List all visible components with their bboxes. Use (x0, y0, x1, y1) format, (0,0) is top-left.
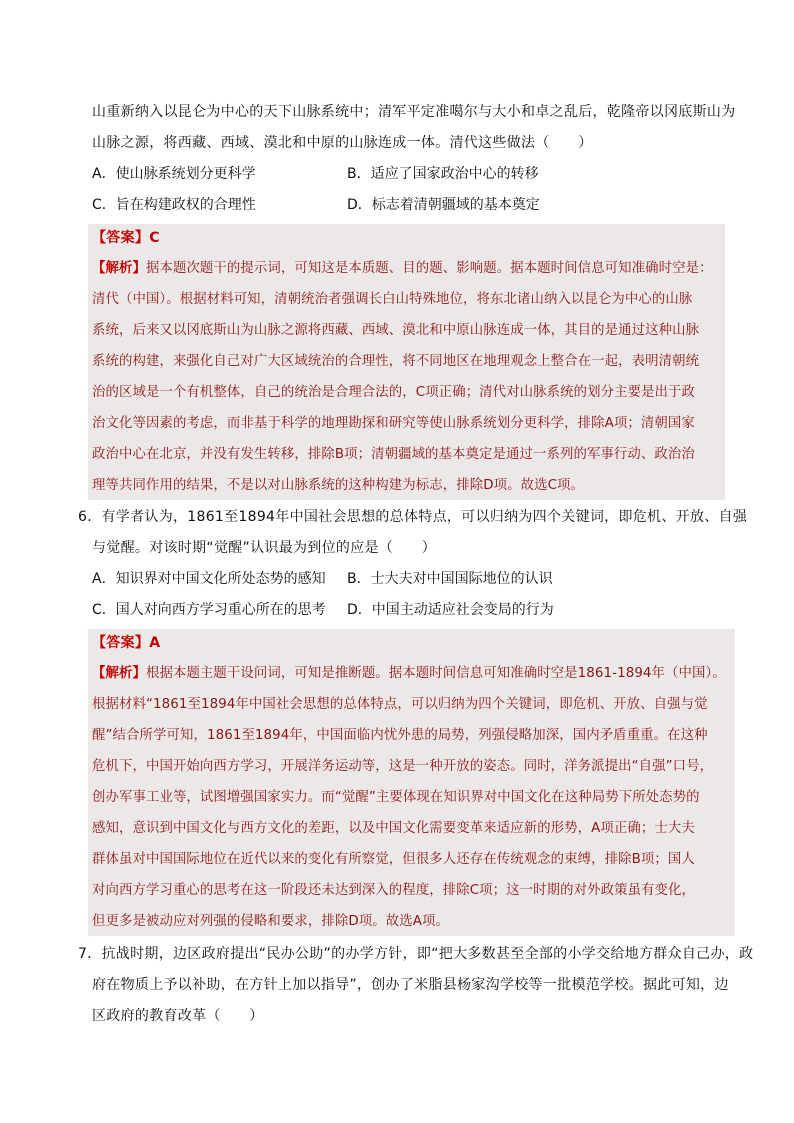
q5-analysis-line-4: 系统的构建，来强化自己对广大区域统治的合理性，将不同地区在地理观念上整合在一起，表明清朝统 (92, 354, 700, 369)
q7-stem-line-3: 区政府的教育改革（ ） (92, 1008, 264, 1024)
q6-analysis-line-2: 根据材料“1861至1894年中国社会思想的总体特点，可以归纳为四个关键词，即危机、开放、自强与觉 (92, 697, 708, 712)
q7-stem-line-1: 7．抗战时期，边区政府提出“民办公助”的办学方针，即“把大多数甚至全部的小学交给地方群众自己办，政 (78, 946, 754, 962)
q5-analysis-line-3: 系统，后来又以冈底斯山为山脉之源将西藏、西域、漠北和中原山脉连成一体，其目的是通过这种山脉 (92, 323, 700, 338)
q6-analysis-line-3: 醒”结合所学可知，1861至1894年，中国面临内忧外患的局势，列强侵略加深，国内矛盾重重。在这种 (92, 728, 708, 743)
q5-answer (92, 228, 160, 248)
q6-stem-line-2: 与觉醒。对该时期“觉醒”认识最为到位的应是（ ） (92, 540, 437, 556)
q5-analysis-line-2: 清代（中国）。根据材料可知，清朝统治者强调长白山特殊地位，将东北诸山纳入以昆仑为中心的山脉 (92, 292, 693, 307)
q6-analysis-line-8: 对向西方学习重心的思考在这一阶段还未达到深入的程度，排除C项；这一时期的对外政策虽有变化， (92, 883, 696, 898)
q6-option-c: C．国人对向西方学习重心所在的思考 (92, 602, 326, 618)
q5-option-c: C．旨在构建政权的合理性 (92, 197, 256, 213)
q5-analysis-line-1 (92, 259, 713, 279)
q5-stem-line-1: 山重新纳入以昆仑为中心的天下山脉系统中；清军平定准噶尔与大小和卓之乱后，乾隆帝以冈底斯山为 (92, 104, 736, 120)
q5-analysis-line-7: 政治中心在北京，并没有发生转移，排除B项；清朝疆域的基本奠定是通过一系列的军事行动、政治治 (92, 447, 695, 462)
answer-value: A (149, 635, 161, 651)
analysis-text: 据本题次题干的提示词，可知这是本质题、目的题、影响题。据本题时间信息可知准确时空是： (145, 261, 713, 276)
q6-analysis-line-6: 感知，意识到中国文化与西方文化的差距，以及中国文化需要变革来适应新的形势，A项正确；士大夫 (92, 821, 695, 836)
analysis-label: 【解析】 (92, 666, 146, 681)
answer-value: C (149, 230, 160, 246)
q6-analysis-line-9: 但更多是被动应对列强的侵略和要求，排除D项。故选A项。 (92, 914, 449, 929)
q6-stem-line-1: 6．有学者认为，1861至1894年中国社会思想的总体特点，可以归纳为四个关键词，即危机、开放、自强 (78, 509, 748, 525)
q5-option-d: D．标志着清朝疆域的基本奠定 (347, 197, 540, 213)
q5-analysis-line-8: 理等共同作用的结果，不是以对山脉系统的这种构建为标志，排除D项。故选C项。 (92, 478, 585, 493)
answer-label: 【答案】 (92, 230, 150, 246)
q5-option-b: B．适应了国家政治中心的转移 (347, 166, 539, 182)
q5-analysis-line-5: 治的区域是一个有机整体，自己的统治是合理合法的，C项正确；清代对山脉系统的划分主要是出于政 (92, 385, 696, 400)
q5-option-a: A．使山脉系统划分更科学 (92, 166, 256, 182)
q5-analysis-line-6: 治文化等因素的考虑，而非基于科学的地理勘探和研究等使山脉系统划分更科学，排除A项；清朝国家 (92, 416, 695, 431)
q6-option-d: D．中国主动适应社会变局的行为 (347, 602, 554, 618)
analysis-text: 根据本题主题干设问词，可知是推断题。据本题时间信息可知准确时空是1861-1894年（中国）。 (145, 666, 726, 681)
q5-stem-line-2: 山脉之源，将西藏、西域、漠北和中原的山脉连成一体。清代这些做法（ ） (92, 135, 593, 151)
q7-stem-line-2: 府在物质上予以补助，在方针上加以指导”，创办了米脂县杨家沟学校等一批模范学校。据此可知，边 (92, 977, 729, 993)
q6-option-b: B．士大夫对中国国际地位的认识 (347, 571, 553, 587)
q6-analysis-line-5: 创办军事工业等，试图增强国家实力。而“觉醒”主要体现在知识界对中国文化在这种局势下所处态势的 (92, 790, 700, 805)
answer-label: 【答案】 (92, 635, 150, 651)
q6-analysis-line-4: 危机下，中国开始向西方学习，开展洋务运动等，这是一种开放的姿态。同时，洋务派提出“自强”口号， (92, 759, 714, 774)
analysis-label: 【解析】 (92, 261, 146, 276)
q6-analysis-line-1 (92, 664, 726, 684)
q6-analysis-line-7: 群体虽对中国国际地位在近代以来的变化有所察觉，但很多人还存在传统观念的束缚，排除B项；国人 (92, 852, 695, 867)
q6-answer (92, 633, 160, 653)
q6-option-a: A．知识界对中国文化所处态势的感知 (92, 571, 326, 587)
